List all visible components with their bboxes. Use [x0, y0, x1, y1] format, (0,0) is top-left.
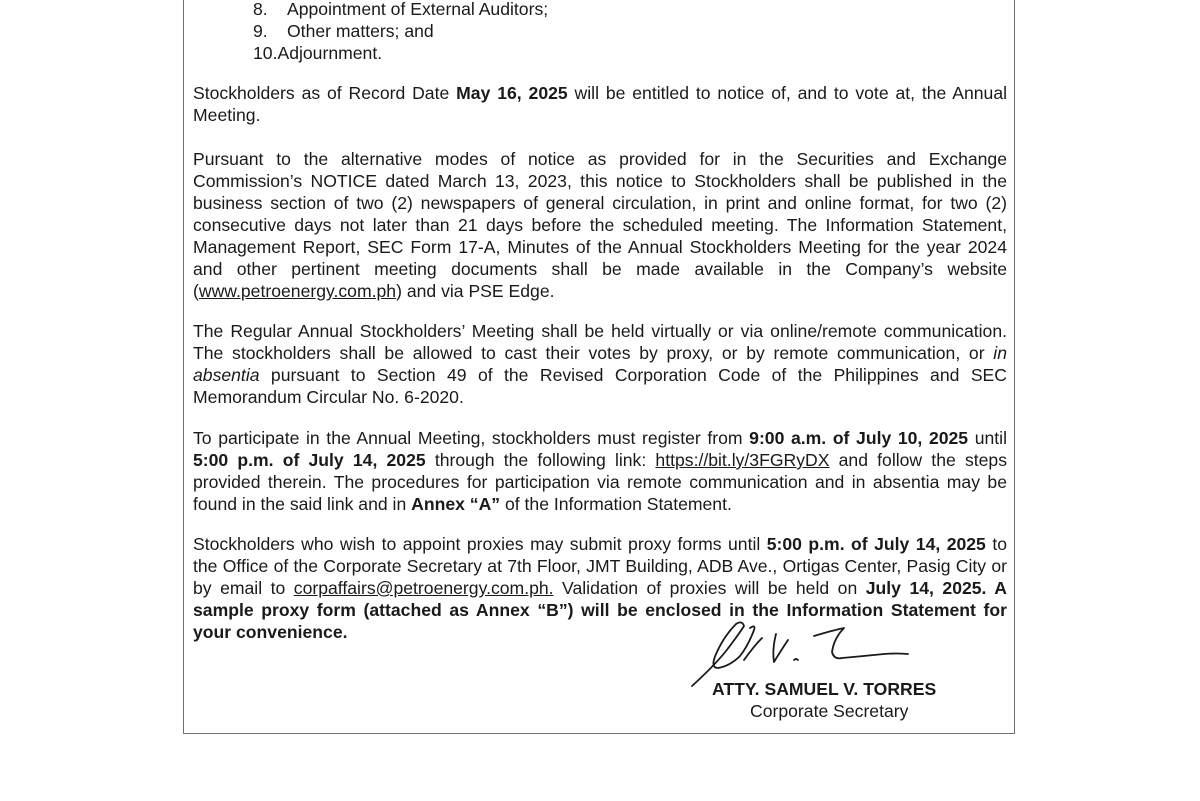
registration-link[interactable]: https://bit.ly/3FGRyDX — [655, 450, 830, 470]
agenda-text: Adjournment. — [277, 43, 383, 63]
agenda-list — [253, 0, 548, 64]
record-date-text: Stockholders as of Record Date — [193, 83, 457, 103]
proxy-validation-bold: July 14, 2025. A sample proxy form (attached as Annex “B”) will be enclosed in the Information Statement for your convenience. — [193, 578, 1007, 642]
proxies-text-2: to the Office of the Corporate Secretary at 7th Floor, JMT Building, ADB Ave., Ortigas Center, Pasig City or by email to — [193, 534, 1007, 598]
publication-paragraph — [193, 148, 1007, 302]
record-date-value: May 16, 2025 — [456, 83, 568, 103]
virtual-meeting-paragraph — [193, 320, 1007, 408]
publication-text: Pursuant to the alternative modes of notice as provided for in the Securities and Exchange Commission’s NOTICE dated March 13, 2023, this notice to Stockholders shall be published in the business section of two (2) newspapers of general circulation, in print and online format, for two (2) consecutive days not later than 21 days before the scheduled meeting. The Information Statement, Management Report, SEC Form 17-A, Minutes of the Annual Stockholders Meeting for the year 2024 and other pertinent meeting documents shall be made available in the Company’s website ( — [193, 149, 1007, 301]
proxy-deadline: 5:00 p.m. of July 14, 2025 — [766, 534, 986, 554]
in-absentia-text: in absentia — [193, 343, 1007, 385]
proxies-text: Stockholders who wish to appoint proxies may submit proxy forms until — [193, 534, 767, 554]
notice-box — [183, 0, 1015, 734]
registration-text: To participate in the Annual Meeting, stockholders must register from — [193, 428, 750, 448]
registration-text-end: of the Information Statement. — [500, 494, 732, 514]
agenda-number: 10. — [253, 43, 278, 63]
registration-end: 5:00 p.m. of July 14, 2025 — [193, 450, 426, 470]
proxies-text-3: Validation of proxies will be held on — [553, 578, 866, 598]
agenda-item — [253, 42, 548, 64]
agenda-item — [253, 20, 548, 42]
virtual-meeting-text: The Regular Annual Stockholders’ Meeting shall be held virtually or via online/remote communication. The stockholders shall be allowed to cast their votes by proxy, or by remote communication, or — [193, 321, 1007, 363]
agenda-number: 9. — [253, 21, 268, 41]
email-link[interactable]: corpaffairs@petroenergy.com.ph. — [293, 578, 554, 598]
virtual-meeting-text-end: pursuant to Section 49 of the Revised Corporation Code of the Philippines and SEC Memorandum Circular No. 6-2020. — [193, 365, 1007, 407]
registration-text-2: until — [968, 428, 1007, 448]
registration-text-4: and follow the steps provided therein. The procedures for participation via remote communication and in absentia may be found in the said link and in — [193, 450, 1007, 514]
annex-a-label: Annex “A” — [411, 494, 501, 514]
agenda-text: Appointment of External Auditors; — [287, 0, 549, 19]
agenda-item — [253, 0, 548, 20]
record-date-text-end: will be entitled to notice of, and to vote at, the Annual Meeting. — [193, 83, 1008, 125]
registration-paragraph — [193, 427, 1007, 515]
agenda-text: Other matters; and — [287, 21, 434, 41]
publication-text-end: ) and via PSE Edge. — [396, 281, 555, 301]
signatory-name: ATTY. SAMUEL V. TORRES — [712, 679, 937, 699]
registration-text-3: through the following link: — [425, 450, 656, 470]
agenda-number: 8. — [253, 0, 268, 19]
website-link[interactable]: www.petroenergy.com.ph — [198, 281, 397, 301]
signatory-title: Corporate Secretary — [750, 701, 909, 721]
record-date-paragraph — [193, 82, 1007, 126]
registration-start: 9:00 a.m. of July 10, 2025 — [749, 428, 969, 448]
